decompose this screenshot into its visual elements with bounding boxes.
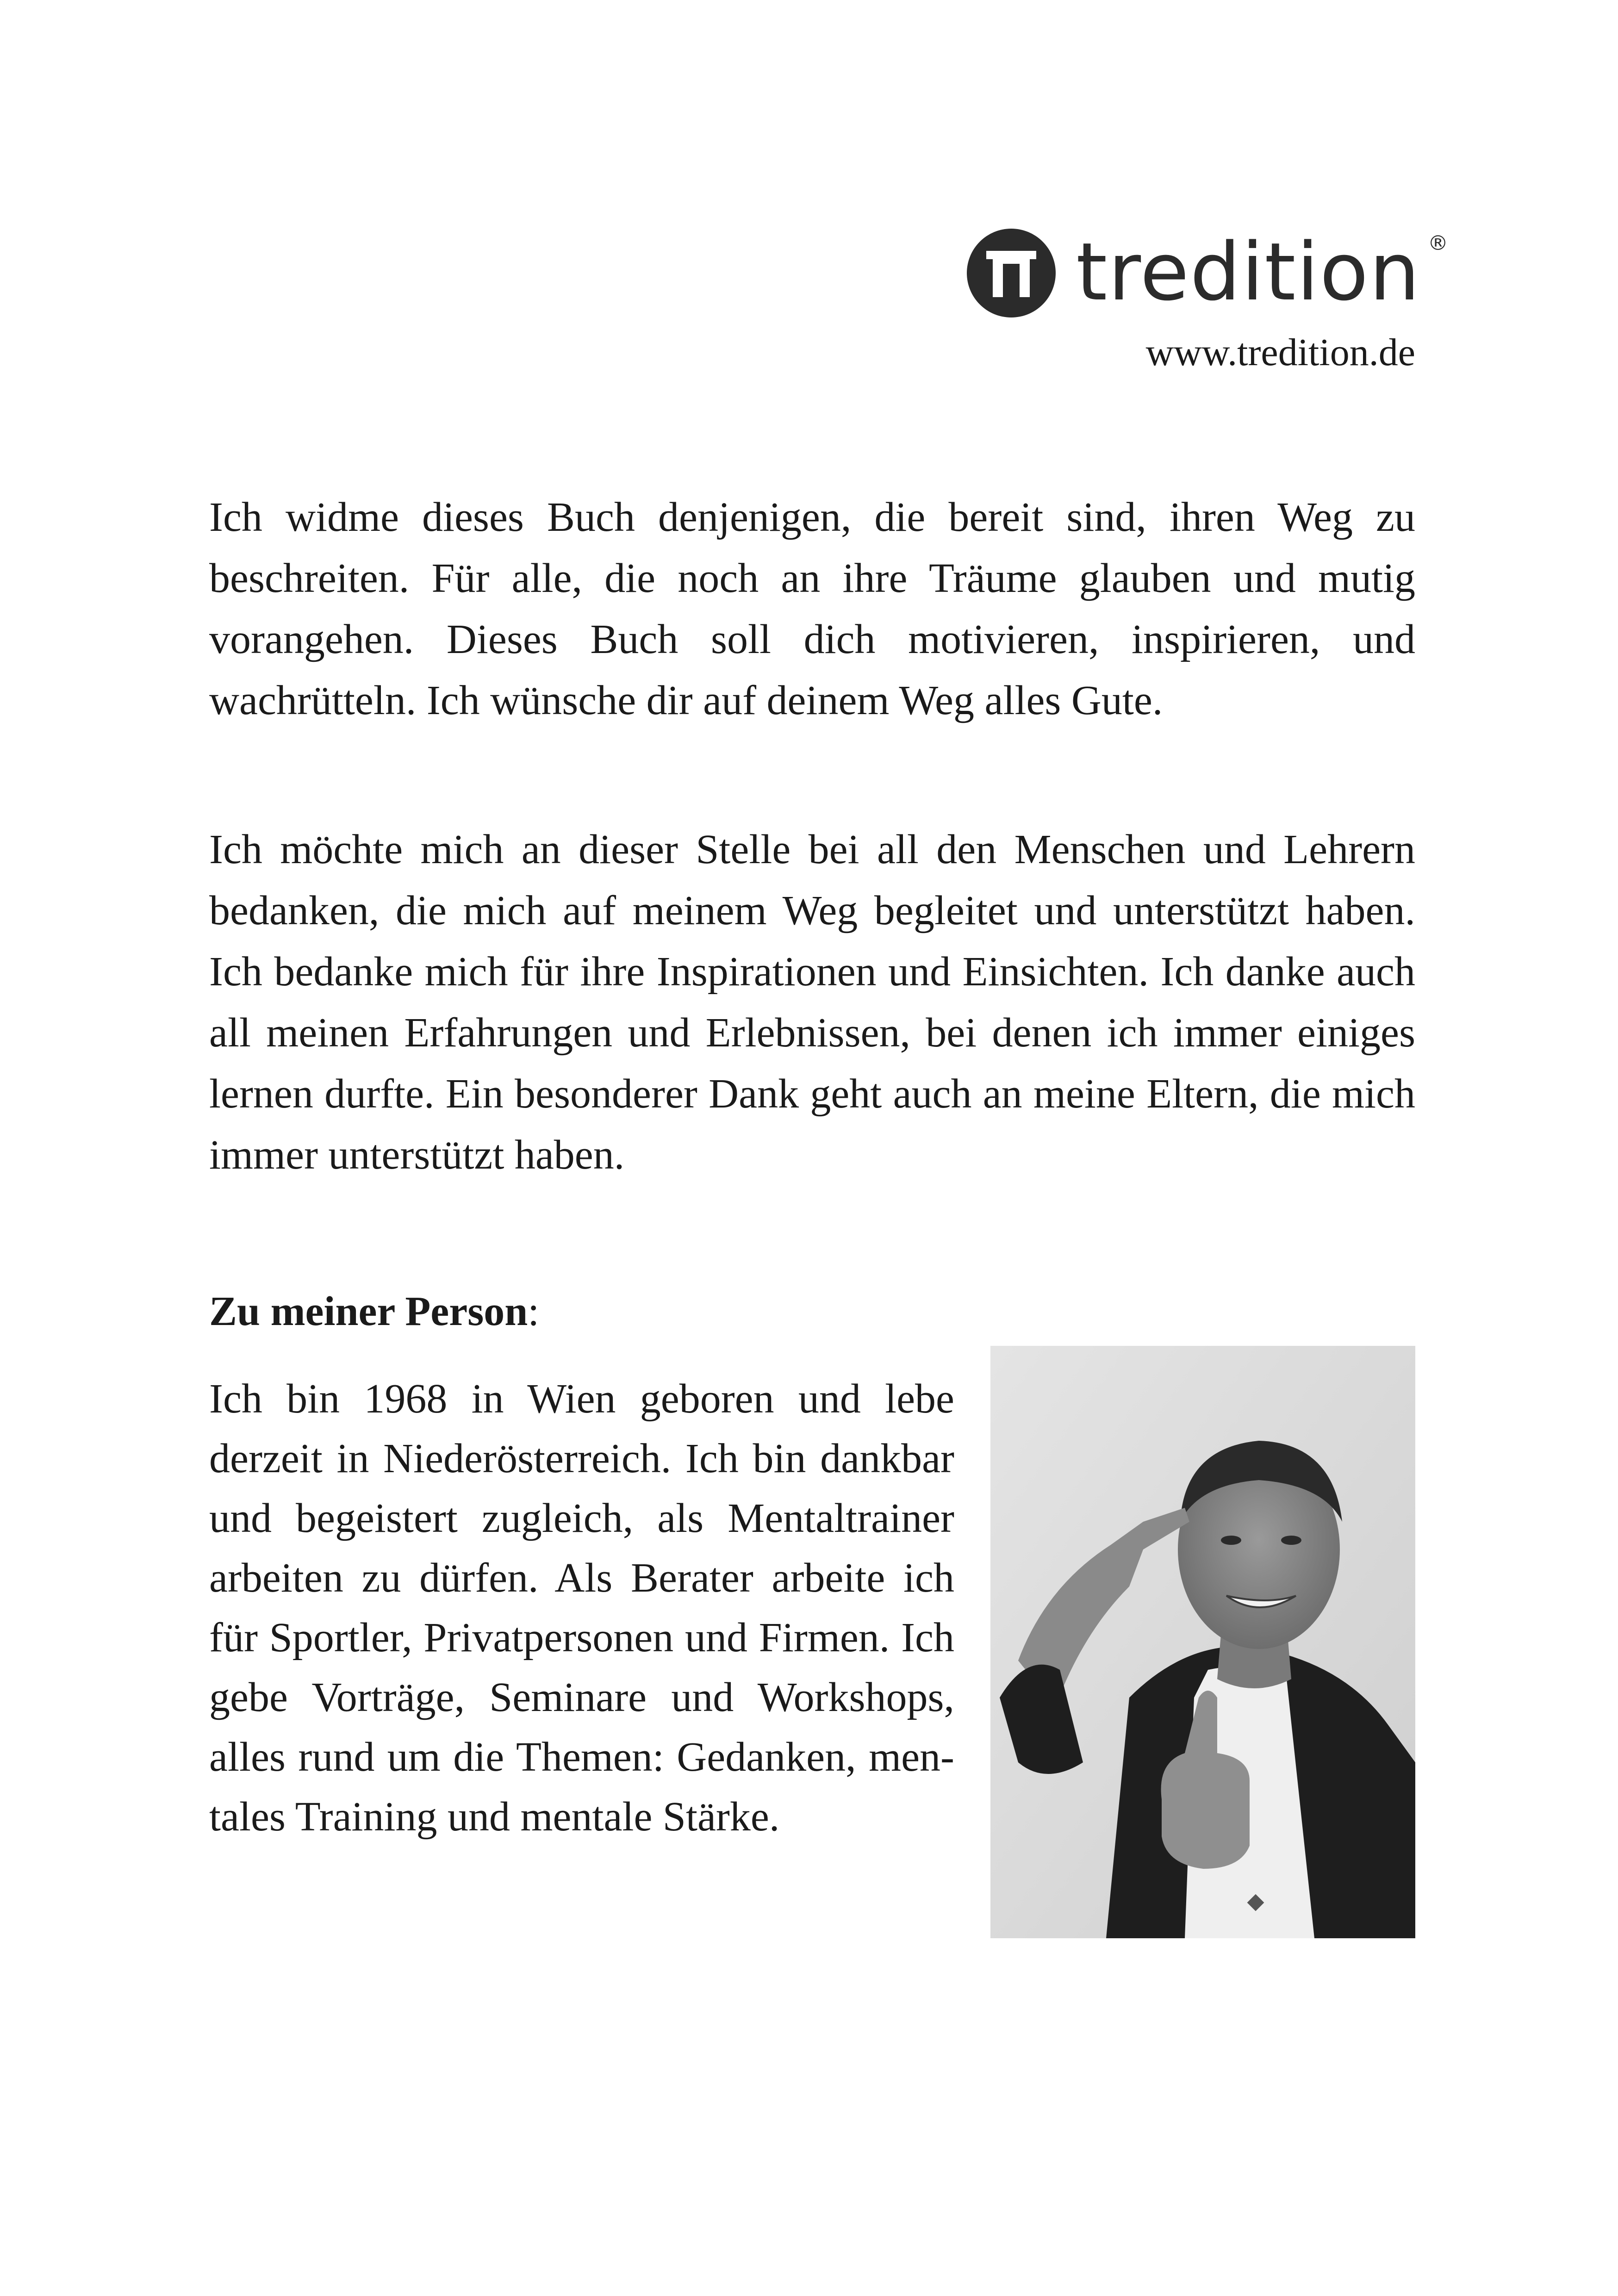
author-photo	[990, 1346, 1415, 1938]
publisher-logo	[965, 221, 1448, 323]
about-heading	[209, 1281, 539, 1342]
about-text: Ich bin 1968 in Wien geboren und lebe derzeit in Niederösterreich. Ich bin dankbar und begeistert zugleich, als Mentaltrainer arbeiten zu dürfen. Als Berater arbeite ich für Sportler, Privatpersonen und Firmen. Ich gebe Vorträge, Seminare und Workshops, alles rund um die Themen: Gedanken, mentales Training und mentale Stärke.	[209, 1376, 954, 1840]
logo-wordmark: tredition	[1076, 225, 1421, 318]
registered-mark: ®	[1428, 231, 1448, 255]
acknowledgement-paragraph: Ich möchte mich an dieser Stelle bei all den Menschen und Lehrern bedanken, die mich auf meinem Weg begleitet und unterstützt haben. Ich bedanke mich für ihre Inspirationen und Einsichten. Ich danke auch all meinen Erfahrungen und Erlebnissen, bei denen ich immer einiges lernen durfte. Ein besonderer Dank geht auch an meine Eltern, die mich immer unterstützt haben.	[209, 827, 1415, 1178]
tredition-logo-icon	[965, 227, 1058, 319]
dedication-paragraph: Ich widme dieses Buch denjenigen, die bereit sind, ihren Weg zu beschreiten. Für alle, die noch an ihre Träume glauben und mutig vorangehen. Dieses Buch soll dich motivieren, inspirieren, und wachrütteln. Ich wünsche dir auf deinem Weg alles Gute.	[209, 494, 1415, 723]
about-heading-text: Zu meiner Person	[209, 1288, 528, 1334]
publisher-url: www.tredition.de	[1145, 331, 1415, 374]
about-heading-colon: :	[528, 1288, 540, 1334]
